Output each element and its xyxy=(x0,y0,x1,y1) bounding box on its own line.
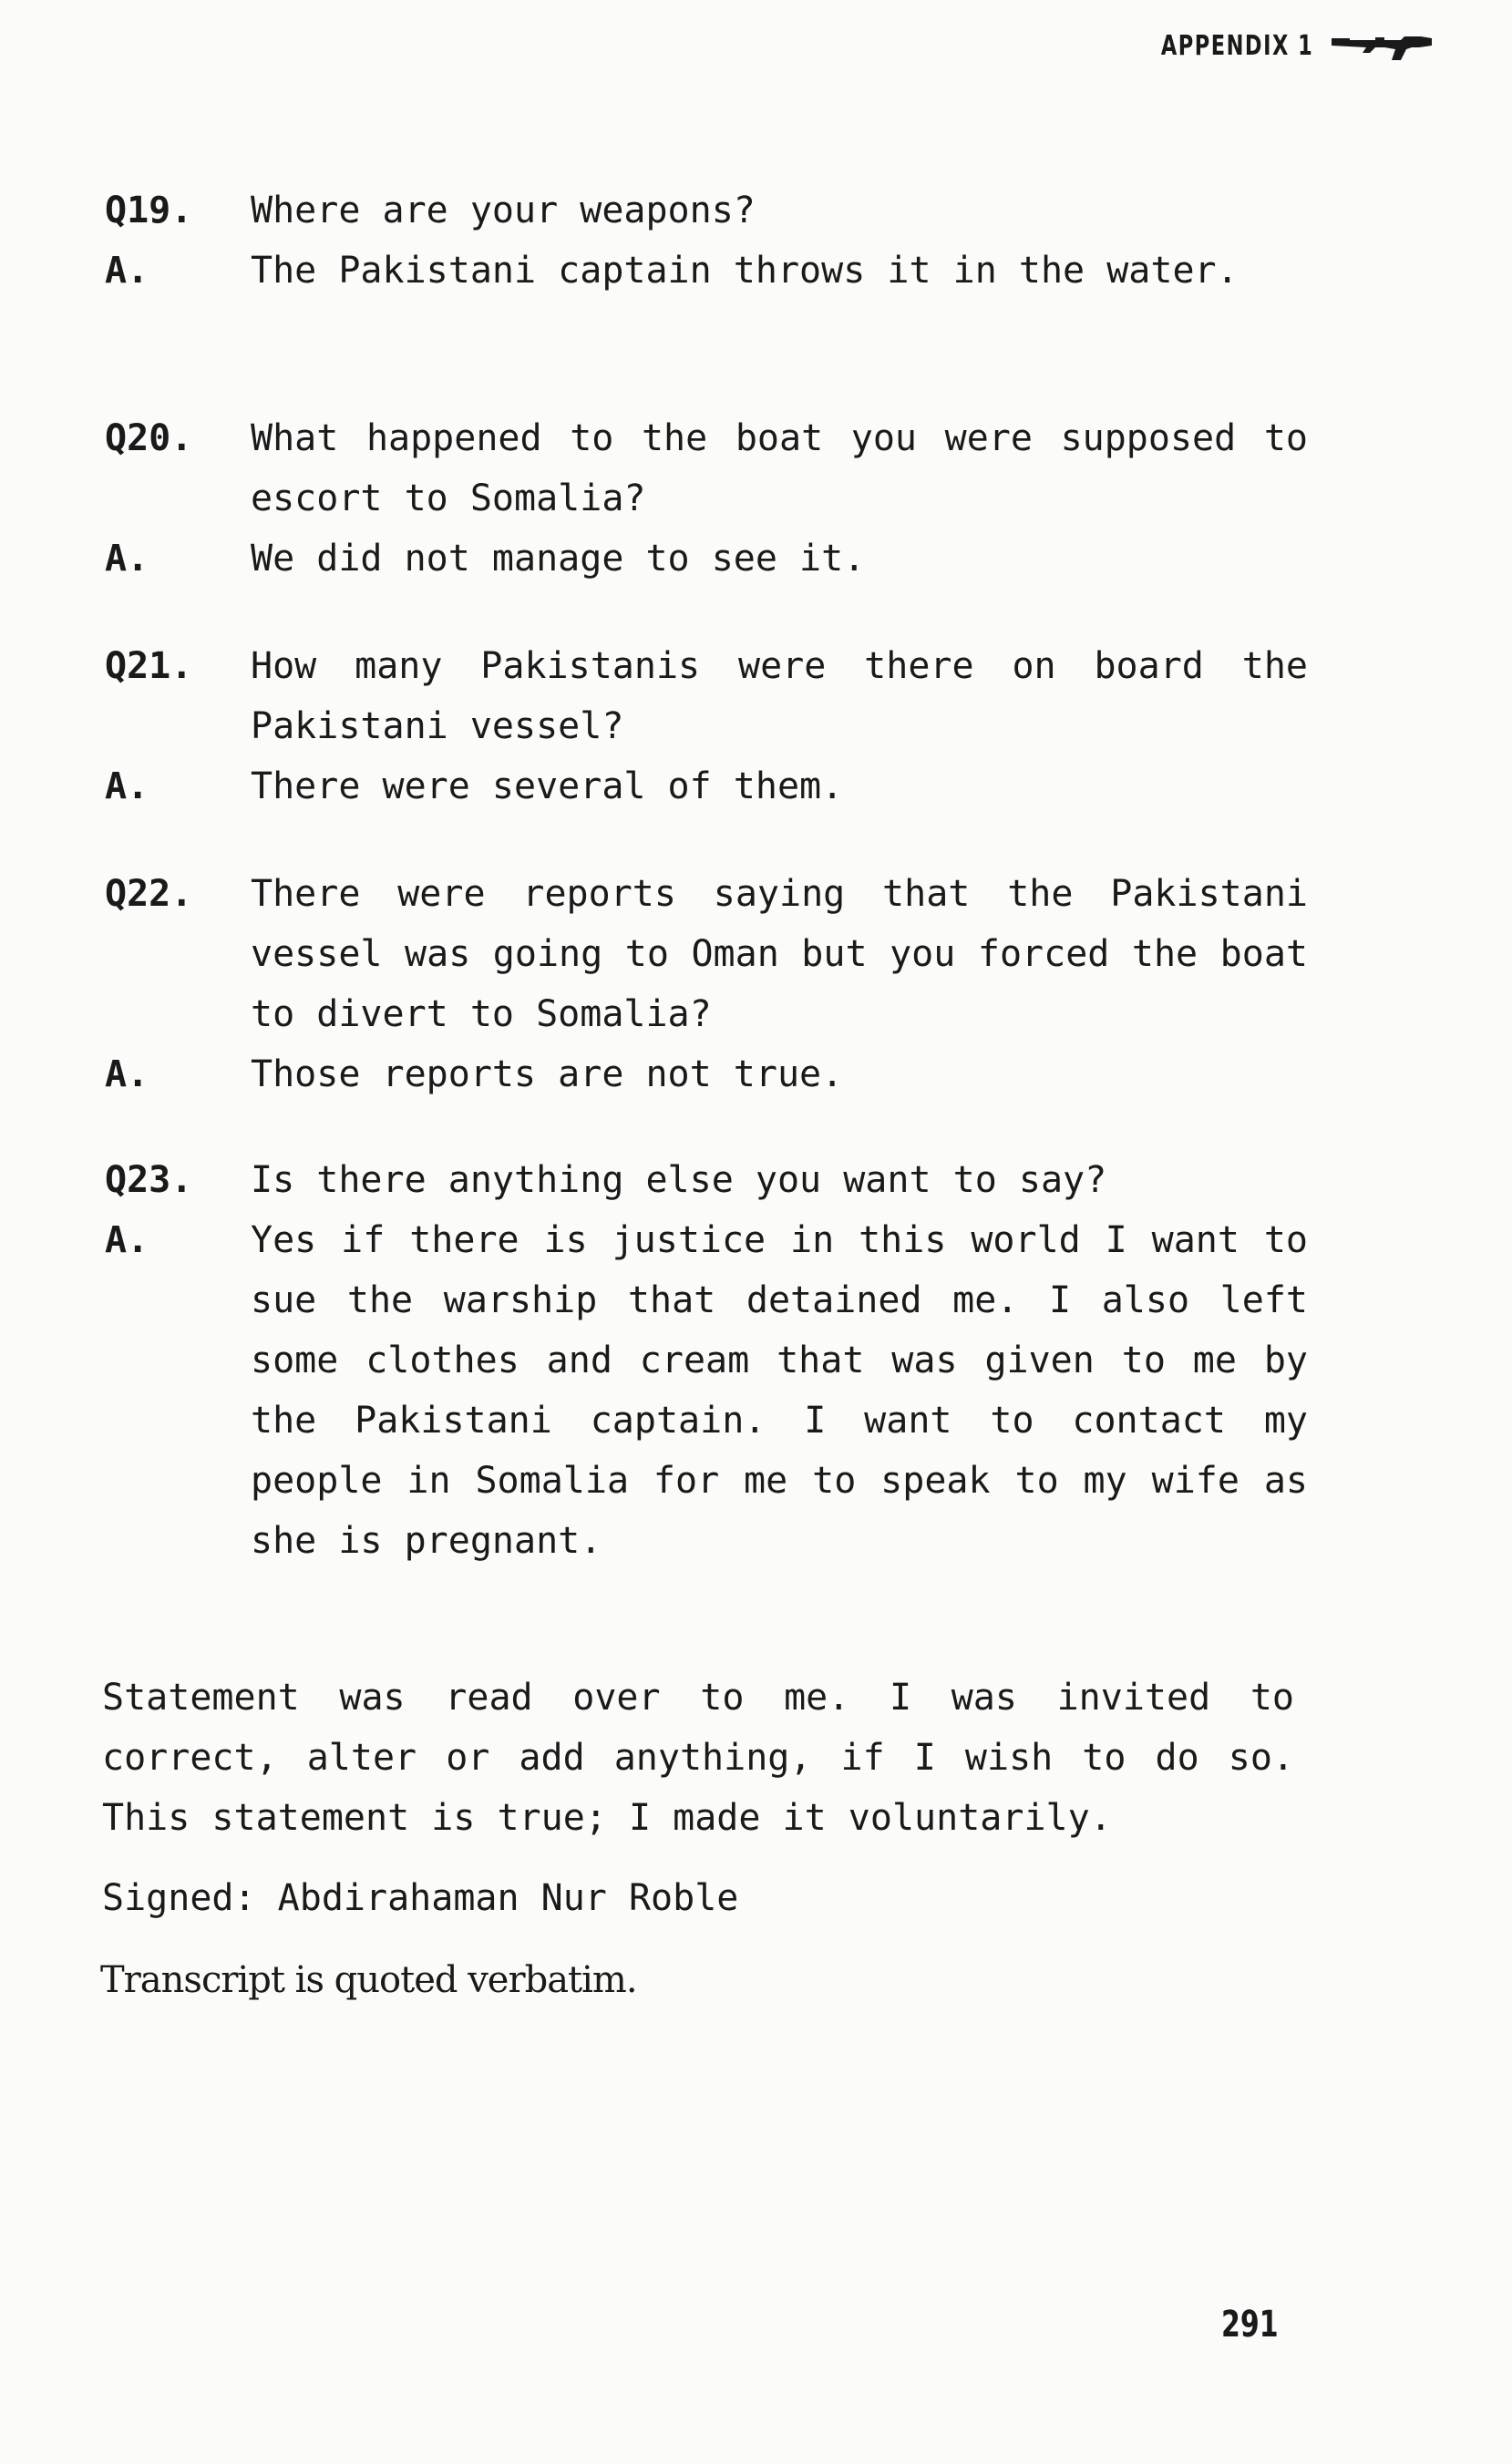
question-text: What happened to the boat you were supposed to escort to Somalia? xyxy=(251,417,1308,519)
question-number: Q19. xyxy=(105,190,193,231)
rifle-icon xyxy=(1330,27,1435,64)
answer-label: A. xyxy=(105,538,149,580)
running-header xyxy=(1110,27,1435,64)
question-number: Q22. xyxy=(105,873,193,915)
question-number: Q20. xyxy=(105,417,193,459)
answer-text: The Pakistani captain throws it in the water. xyxy=(251,250,1239,292)
question-number: Q23. xyxy=(105,1159,193,1201)
qa-item-q23 xyxy=(105,1150,1308,1571)
qa-item-q22 xyxy=(105,864,1308,1104)
question-text: How many Pakistanis were there on board the Pakistani vessel? xyxy=(251,645,1308,747)
answer-text: There were several of them. xyxy=(251,765,844,807)
answer-label: A. xyxy=(105,1053,149,1095)
question-text: Where are your weapons? xyxy=(251,190,756,231)
header-label: APPENDIX 1 xyxy=(1160,29,1313,62)
qa-item-q21 xyxy=(105,636,1308,816)
answer-text: Those reports are not true. xyxy=(251,1053,844,1095)
answer-text: We did not manage to see it. xyxy=(251,538,866,580)
signature-line: Signed: Abdirahaman Nur Roble xyxy=(102,1877,739,1919)
statement-paragraph: Statement was read over to me. I was invited to correct, alter or add anything, if I wish to do so. This statement is true; I made it voluntarily. xyxy=(102,1677,1294,1839)
qa-item-q20 xyxy=(105,408,1308,589)
answer-label: A. xyxy=(105,1219,149,1261)
question-text: Is there anything else you want to say? xyxy=(251,1159,1107,1201)
transcript-note: Transcript is quoted verbatim. xyxy=(100,1959,637,2001)
answer-text: Yes if there is justice in this world I want to sue the warship that detained me. I also left some clothes and cream that was given to me by the Pakistani captain. I want to contact my people in Somalia for me to speak to my wife as she is pregnant. xyxy=(251,1219,1308,1562)
answer-label: A. xyxy=(105,765,149,807)
page-number: 291 xyxy=(1221,2304,1279,2346)
qa-item-q19 xyxy=(105,180,1308,301)
answer-label: A. xyxy=(105,250,149,292)
question-text: There were reports saying that the Pakistani vessel was going to Oman but you forced the boat to divert to Somalia? xyxy=(251,873,1308,1035)
question-number: Q21. xyxy=(105,645,193,687)
